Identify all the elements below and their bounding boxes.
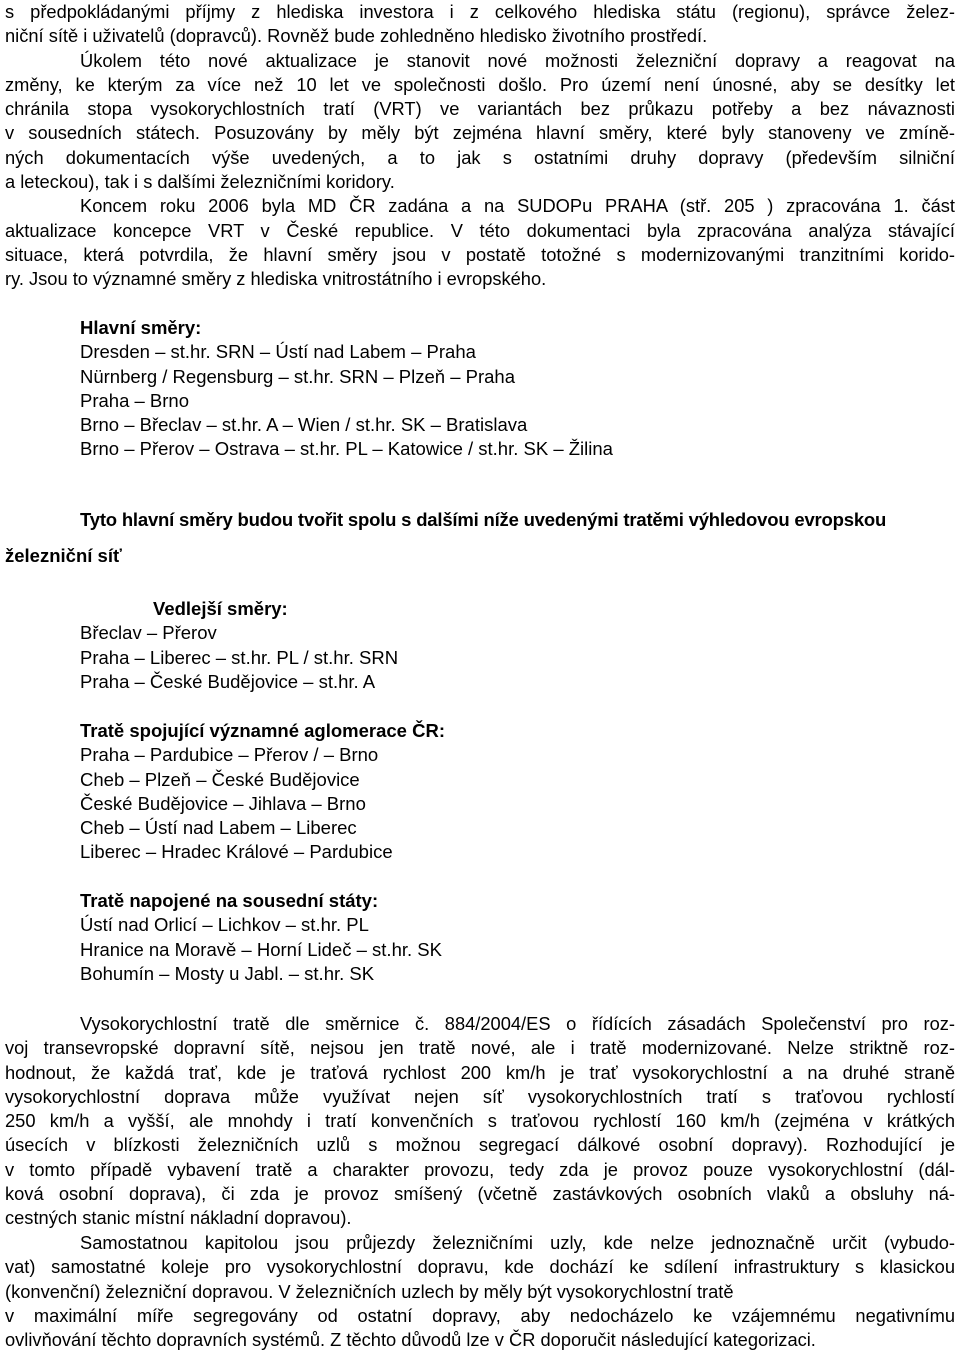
list-item: Brno – Břeclav – st.hr. A – Wien / st.hr. SK – Bratislava <box>80 414 528 436</box>
paragraph-railway-nodes <box>5 1231 955 1352</box>
text-line: v tomto případě vybavení tratě a charakter provozu, tedy zda je provoz pouze vysokorychlostní (dál- <box>5 1158 955 1180</box>
neighbour-states-list <box>80 889 442 986</box>
text-line: ovlivňování těchto dopravních systémů. Z těchto důvodů lze v ČR doporučit následující kategorizaci. <box>5 1329 816 1351</box>
network-statement-line-1: Tyto hlavní směry budou tvořit spolu s dalšími níže uvedenými tratěmi výhledovou evropskou <box>80 509 887 530</box>
paragraph-2006-study <box>5 194 955 291</box>
text-line: chránila stopa vysokorychlostních tratí (VRT) ve variantách bez průkazu potřeby a bez návaznosti <box>5 98 955 120</box>
text-line: vysokorychlostní doprava může využívat nejen síť vysokorychlostních tratí s traťovou rychlostí <box>5 1085 955 1107</box>
list-item: Praha – České Budějovice – st.hr. A <box>80 670 376 692</box>
secondary-directions-heading: Vedlejší směry: <box>153 598 288 619</box>
network-statement-line-2: železniční síť <box>5 545 122 566</box>
text-line: cestných stanic místní nákladní dopravou). <box>5 1207 352 1229</box>
text-line: v maximální míře segregovány od ostatní dopravy, aby nedocházelo ke vzájemnému negativnímu <box>5 1304 955 1326</box>
list-item: Nürnberg / Regensburg – st.hr. SRN – Plzeň – Praha <box>80 365 515 387</box>
text-line: (konvenční) železniční dopravou. V železničních uzlech by měly být vysokorychlostní tratě <box>5 1280 734 1302</box>
list-item: Cheb – Plzeň – České Budějovice <box>80 768 360 790</box>
text-line: změny, ke kterým za více než 10 let ve společnosti došlo. Pro území není únosné, aby se desítky let <box>5 73 955 95</box>
text-line: ková osobní doprava), či zda je provoz smíšený (včetně zastávkových osobních vlaků a obsluhy ná- <box>5 1183 955 1205</box>
list-item: Ústí nad Orlicí – Lichkov – st.hr. PL <box>80 914 369 936</box>
text-line: Úkolem této nové aktualizace je stanovit nové možnosti železniční dopravy a reagovat na <box>80 49 955 71</box>
text-line: úsecích v blízkosti železničních uzlů s možnou segregací dálkové osobní dopravy). Rozhodující je <box>5 1134 955 1156</box>
text-line: aktualizace koncepce VRT v České republice. V této dokumentaci byla zpracována analýza stávající <box>5 219 955 241</box>
paragraph-directive <box>5 1012 955 1231</box>
text-line: Koncem roku 2006 byla MD ČR zadána a na SUDOPu PRAHA (stř. 205 ) zpracována 1. část <box>80 195 955 217</box>
list-item: Praha – Pardubice – Přerov / – Brno <box>80 744 379 766</box>
list-item: Hranice na Moravě – Horní Lideč – st.hr. SK <box>80 938 442 960</box>
neighbour-states-heading: Tratě napojené na sousední státy: <box>80 890 379 911</box>
list-item: Břeclav – Přerov <box>80 622 217 644</box>
text-line: 250 km/h a vyšší, ale mnohdy i tratí konvenčních s traťovou rychlostí 160 km/h (zejména v krátkých <box>5 1110 955 1132</box>
agglomerations-list <box>80 719 445 865</box>
paragraph-update-task <box>5 49 955 195</box>
text-line: vat) samostatné koleje pro vysokorychlostní dopravu, kde dochází ke sdílení infrastruktury s klasickou <box>5 1256 955 1278</box>
text-line: Samostatnou kapitolou jsou průjezdy železničními uzly, kde nelze jednoznačně určit (vybudo- <box>80 1232 955 1253</box>
text-line: niční sítě i uživatelů (dopravců). Rovněž bude zohledněno hledisko životního prostředí. <box>5 25 708 47</box>
list-item: Brno – Přerov – Ostrava – st.hr. PL – Katowice / st.hr. SK – Žilina <box>80 438 613 460</box>
main-directions-list <box>80 316 613 462</box>
intro-paragraph <box>5 0 955 49</box>
text-line: situace, která potvrdila, že hlavní směry jsou v postatě totožné s modernizovanými tranzitními korido- <box>5 243 955 265</box>
list-item: Praha – Brno <box>80 389 190 411</box>
text-line: ných dokumentacích výše uvedených, a to jak s ostatními druhy dopravy (především silniční <box>5 146 955 168</box>
text-line: voj transevropské dopravní sítě, nejsou jen tratě nové, ale i tratě modernizované. Nelze striktně roz- <box>5 1037 955 1059</box>
text-line: v sousedních státech. Posuzovány by měly být zejména hlavní směry, které byly stanoveny ve zmíně- <box>5 122 955 144</box>
list-item: Liberec – Hradec Králové – Pardubice <box>80 841 393 863</box>
list-item: Bohumín – Mosty u Jabl. – st.hr. SK <box>80 962 375 984</box>
text-line: ry. Jsou to významné směry z hlediska vnitrostátního i evropského. <box>5 268 547 290</box>
list-item: Cheb – Ústí nad Labem – Liberec <box>80 817 357 839</box>
list-item: České Budějovice – Jihlava – Brno <box>80 792 366 814</box>
text-line: hodnout, že každá trať, kde je traťová rychlost 200 km/h je trať vysokorychlostní a na druhé straně <box>5 1061 955 1083</box>
secondary-directions-list <box>80 597 398 694</box>
text-line: s předpokládanými příjmy z hlediska investora i z celkového hlediska státu (regionu), správce želez- <box>5 1 955 22</box>
agglomerations-heading: Tratě spojující významné aglomerace ČR: <box>80 720 445 741</box>
text-line: a leteckou), tak i s dalšími železničními koridory. <box>5 171 395 193</box>
text-line: Vysokorychlostní tratě dle směrnice č. 884/2004/ES o řídících zásadách Společenství pro roz- <box>80 1013 955 1034</box>
list-item: Praha – Liberec – st.hr. PL / st.hr. SRN <box>80 646 399 668</box>
list-item: Dresden – st.hr. SRN – Ústí nad Labem – Praha <box>80 341 476 363</box>
main-directions-heading: Hlavní směry: <box>80 317 202 338</box>
